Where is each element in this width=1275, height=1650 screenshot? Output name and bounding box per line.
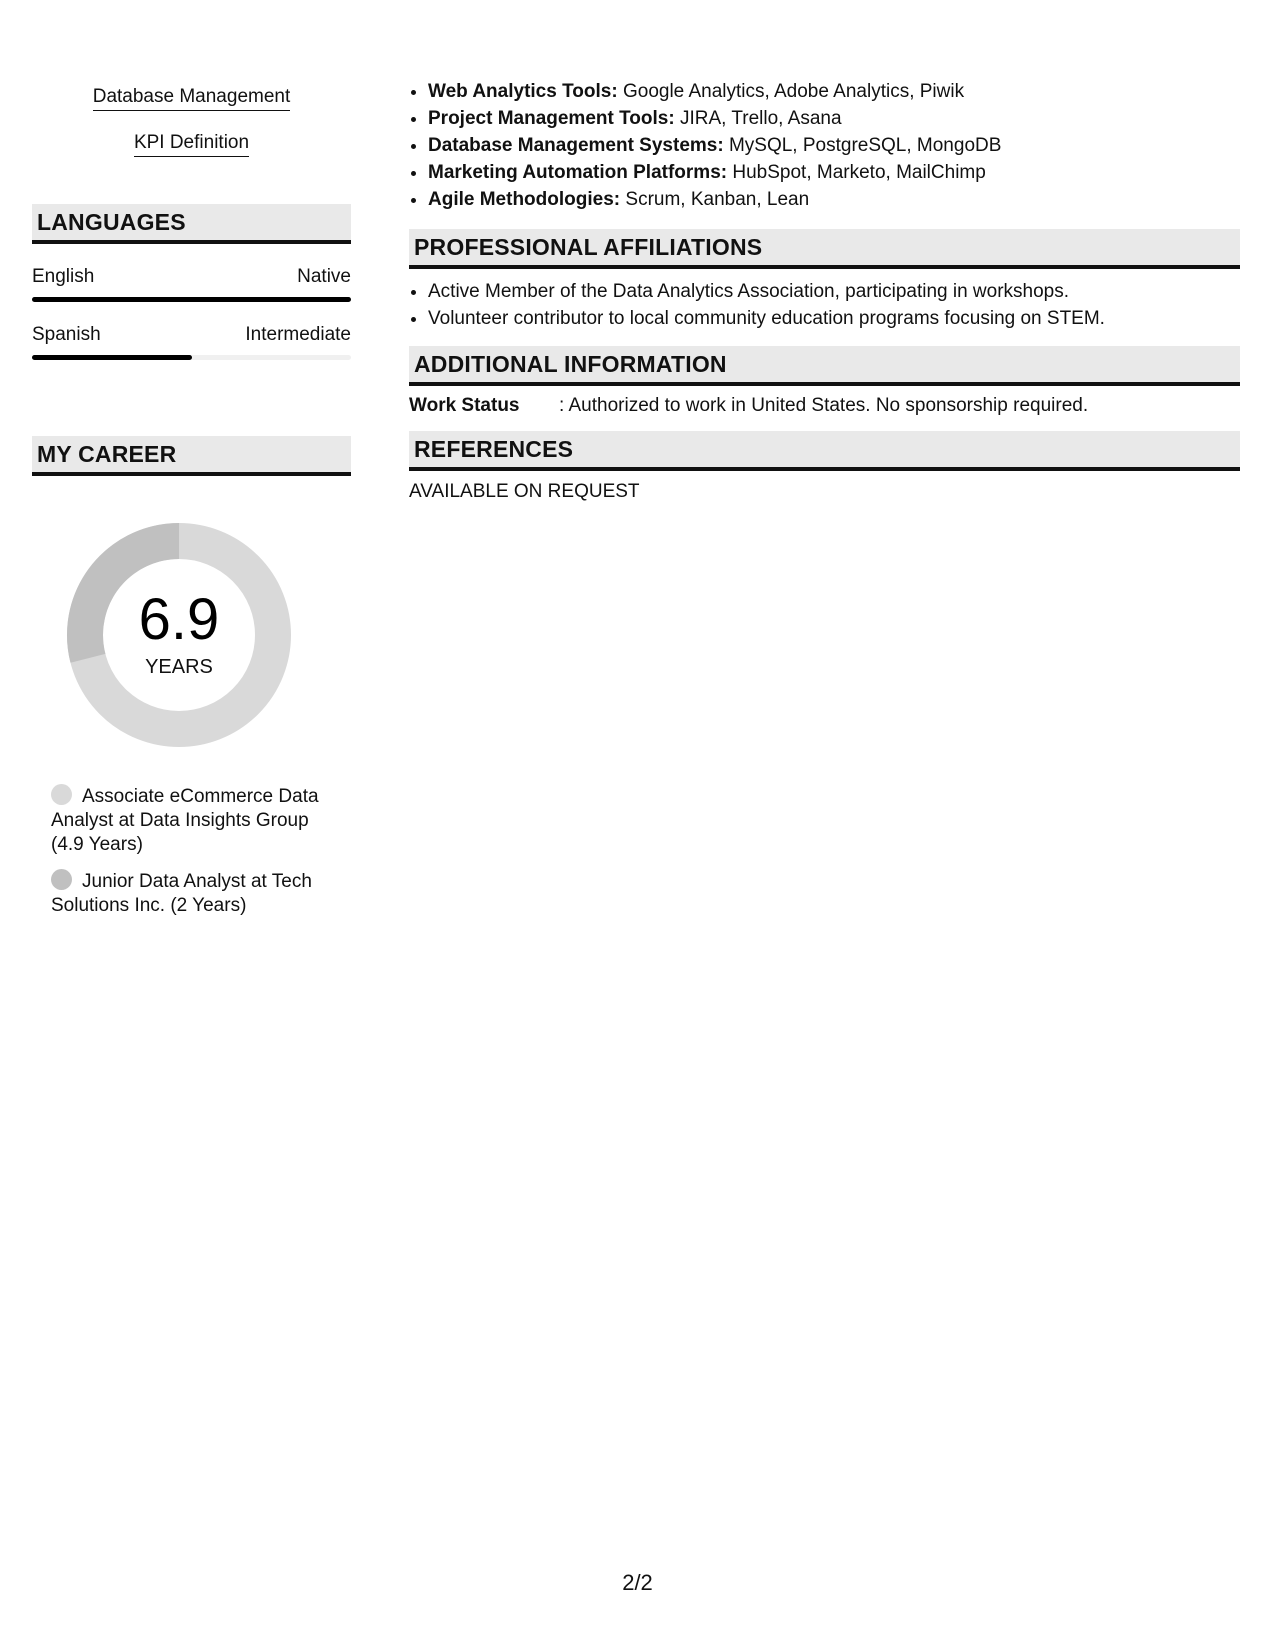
language-item — [32, 324, 351, 360]
skill-tag: KPI Definition — [134, 132, 249, 157]
tool-category: Agile Methodologies: — [428, 189, 621, 210]
affiliations-list — [409, 278, 1240, 332]
career-legend — [51, 784, 331, 918]
tool-values: MySQL, PostgreSQL, MongoDB — [728, 135, 1002, 156]
additional-info-heading: ADDITIONAL INFORMATION — [409, 346, 1240, 386]
tool-category: Marketing Automation Platforms: — [428, 162, 728, 183]
page-number: 2/2 — [622, 1570, 653, 1595]
tool-category: Database Management Systems: — [428, 135, 724, 156]
career-role-label: Junior Data Analyst at Tech Solutions Inc. (2 Years) — [51, 871, 312, 916]
career-donut-chart — [64, 520, 294, 750]
affiliation-item: • Volunteer contributor to local community education programs focusing on STEM. — [428, 305, 1240, 332]
language-level: Intermediate — [245, 324, 351, 345]
references-heading: REFERENCES — [409, 431, 1240, 471]
tools-list — [409, 78, 1240, 213]
tools-list-item — [428, 132, 1240, 159]
language-item — [32, 266, 351, 302]
language-proficiency-fill — [32, 297, 351, 302]
tools-list-item — [428, 186, 1240, 213]
tool-values: JIRA, Trello, Asana — [679, 108, 842, 129]
language-proficiency-bar — [32, 355, 351, 360]
career-total-years: 6.9 — [138, 587, 220, 652]
work-status-value: : Authorized to work in United States. No sponsorship required. — [559, 395, 1089, 416]
left-column — [32, 86, 351, 930]
work-status-row — [409, 395, 1240, 417]
tools-list-item — [428, 159, 1240, 186]
tool-category: Web Analytics Tools: — [428, 81, 618, 102]
skill-tag: Database Management — [93, 86, 291, 111]
work-status-label: Work Status — [409, 395, 520, 416]
skill-tag-row — [32, 86, 351, 132]
language-level: Native — [297, 266, 351, 287]
career-heading: MY CAREER — [32, 436, 351, 476]
legend-dot-icon — [51, 784, 72, 805]
legend-dot-icon — [51, 869, 72, 890]
tool-values: Google Analytics, Adobe Analytics, Piwik — [622, 81, 965, 102]
tool-values: HubSpot, Marketo, MailChimp — [732, 162, 986, 183]
languages-heading: LANGUAGES — [32, 204, 351, 244]
tools-list-item — [428, 105, 1240, 132]
tools-list-item — [428, 78, 1240, 105]
affiliation-item: • Active Member of the Data Analytics Association, participating in workshops. — [428, 278, 1240, 305]
language-proficiency-bar — [32, 297, 351, 302]
tool-values: Scrum, Kanban, Lean — [625, 189, 810, 210]
references-text: AVAILABLE ON REQUEST — [409, 481, 640, 502]
language-name: Spanish — [32, 324, 101, 345]
language-proficiency-fill — [32, 355, 192, 360]
affiliations-heading: PROFESSIONAL AFFILIATIONS — [409, 229, 1240, 269]
career-years-unit: YEARS — [145, 656, 213, 678]
tool-category: Project Management Tools: — [428, 108, 675, 129]
career-role-label: Associate eCommerce Data Analyst at Data Insights Group (4.9 Years) — [51, 786, 319, 855]
career-legend-item — [51, 784, 331, 857]
skill-tag-row — [32, 132, 351, 178]
career-legend-item — [51, 869, 331, 918]
right-column — [409, 78, 1240, 503]
language-name: English — [32, 266, 95, 287]
